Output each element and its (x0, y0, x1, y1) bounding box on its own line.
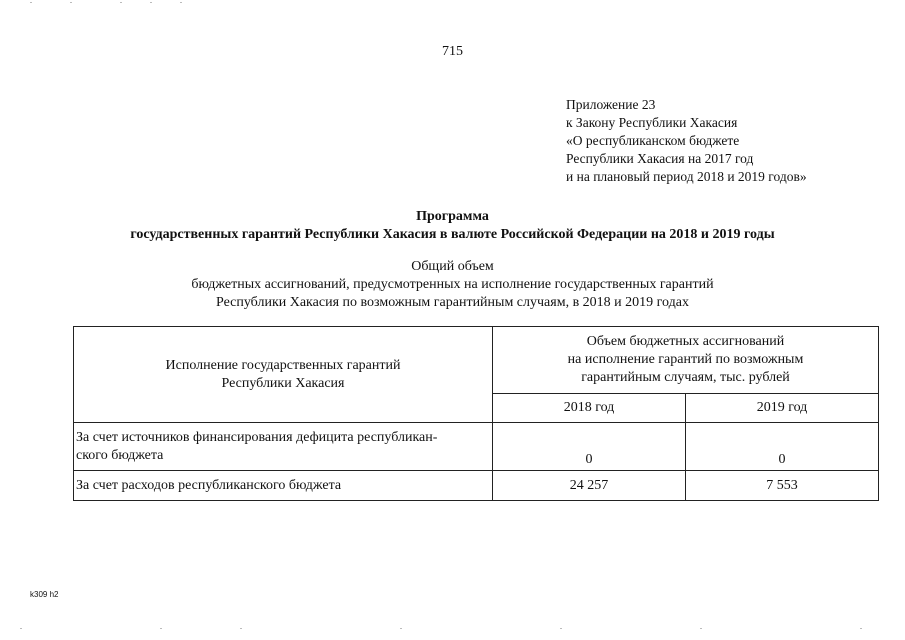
row-label (74, 423, 493, 471)
table-row (74, 471, 879, 501)
title-line: Программа (416, 209, 489, 224)
header-line: гарантийным случаям, тыс. рублей (581, 370, 790, 385)
value-2019: 0 (686, 423, 879, 471)
value-2019: 7 553 (686, 471, 879, 501)
row-label: За счет расходов республиканского бюджета (74, 471, 493, 501)
header-line: Республики Хакасия (221, 375, 345, 391)
scan-dots-bottom (0, 628, 905, 630)
header-year-2019: 2019 год (686, 394, 879, 423)
appendix-line: Республики Хакасия на 2017 год (566, 151, 754, 166)
table-row (74, 423, 879, 471)
header-line: Объем бюджетных ассигнований (586, 334, 785, 349)
appendix-line: к Закону Республики Хакасия (566, 115, 738, 130)
appendix-line: Приложение 23 (566, 97, 656, 112)
table-header-row (74, 327, 879, 394)
document-title (0, 208, 905, 244)
value-2018: 24 257 (493, 471, 686, 501)
subtitle-line: бюджетных ассигнований, предусмотренных на исполнение государственных гарантий (191, 277, 714, 292)
row-label-line: За счет источников финансирования дефицита республикан- (76, 429, 438, 445)
appendix-note (566, 96, 807, 186)
value-2018: 0 (493, 423, 686, 471)
row-label-line: ского бюджета (76, 447, 164, 463)
subtitle-line: Общий объем (411, 259, 494, 274)
scan-dots-top (0, 2, 905, 4)
guarantee-budget-table (73, 326, 879, 501)
page-number: 715 (442, 44, 463, 59)
header-year-2018: 2018 год (493, 394, 686, 423)
header-guarantee-execution (74, 327, 493, 423)
footer-code: k309 h2 (30, 590, 59, 599)
header-line: Исполнение государственных гарантий (165, 357, 401, 373)
header-budget-volume (493, 327, 879, 394)
appendix-line: и на плановый период 2018 и 2019 годов» (566, 169, 807, 184)
subtitle-line: Республики Хакасия по возможным гарантийным случаям, в 2018 и 2019 годах (216, 295, 689, 310)
header-line: на исполнение гарантий по возможным (567, 352, 804, 367)
document-subtitle (0, 258, 905, 312)
appendix-line: «О республиканском бюджете (566, 133, 740, 148)
title-line: государственных гарантий Республики Хакасия в валюте Российской Федерации на 2018 и 2019 годы (130, 227, 775, 242)
